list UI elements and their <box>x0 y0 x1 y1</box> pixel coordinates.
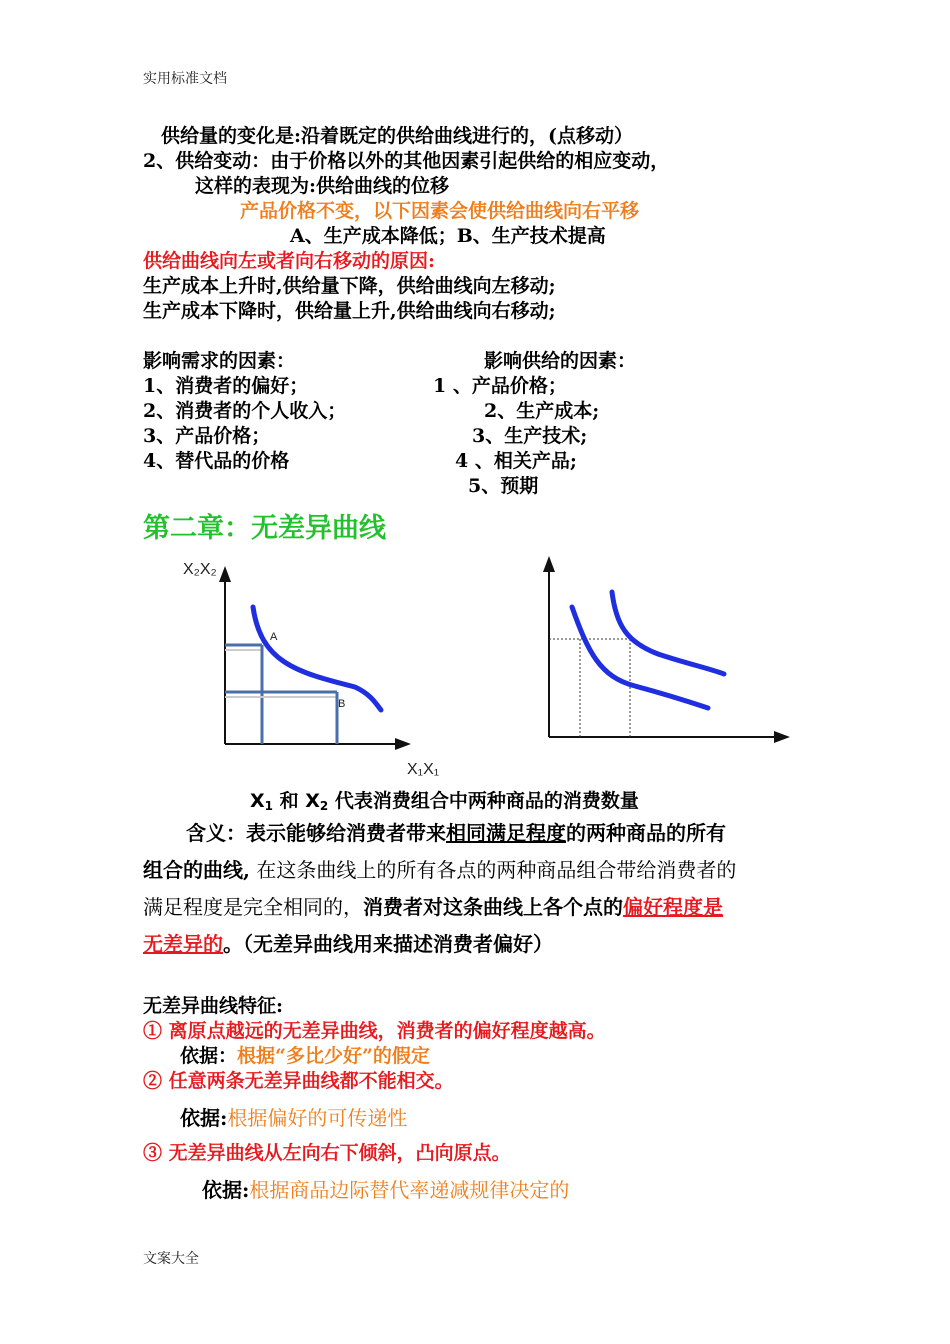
definition-line-1: 含义：表示能够给消费者带来相同满足程度的两种商品的所有 <box>186 821 726 845</box>
supply-factor-item: 5、预期 <box>468 475 539 497</box>
indifference-curve <box>253 607 381 710</box>
x-axis-arrow <box>774 731 790 743</box>
y-axis-arrow <box>219 566 231 582</box>
demand-factor-item: 2、消费者的个人收入； <box>143 400 347 422</box>
feature-2: ② 任意两条无差异曲线都不能相交。 <box>143 1070 454 1092</box>
feature-2-basis: 依据:根据偏好的可传递性 <box>180 1106 408 1130</box>
point-b-label: B <box>338 698 346 710</box>
feature-3-basis: 依据:根据商品边际替代率递减规律决定的 <box>202 1178 570 1202</box>
supply-line-8: 生产成本下降时，供给量上升,供给曲线向右移动; <box>143 300 556 322</box>
feature-1: ① 离原点越远的无差异曲线，消费者的偏好程度越高。 <box>143 1020 606 1042</box>
demand-factor-item: 4、替代品的价格 <box>143 450 290 472</box>
y-axis-arrow <box>543 556 555 572</box>
feature-3: ③ 无差异曲线从左向右下倾斜，凸向原点。 <box>143 1142 511 1164</box>
demand-factors-title: 影响需求的因素： <box>143 350 296 372</box>
chapter-title: 第二章：无差异曲线 <box>143 513 386 544</box>
definition-line-4: 无差异的。（无差异曲线用来描述消费者偏好） <box>143 932 553 956</box>
supply-line-4: 产品价格不变，以下因素会使供给曲线向右平移 <box>240 200 640 222</box>
definition-line-2: 组合的曲线, 在这条曲线上的所有各点的两种商品组合带给消费者的 <box>143 858 737 882</box>
definition-line-3: 满足程度是完全相同的，消费者对这条曲线上各个点的偏好程度是 <box>143 895 723 919</box>
y-axis-label: X₂X₂ <box>183 561 217 578</box>
x-axis-label: X₁X₁ <box>407 761 440 778</box>
demand-factor-item: 3、产品价格； <box>143 425 271 447</box>
page-footer: 文案大全 <box>143 1251 199 1267</box>
supply-line-3: 这样的表现为:供给曲线的位移 <box>195 175 450 197</box>
supply-line-2: 2、供给变动：由于价格以外的其他因素引起供给的相应变动， <box>143 150 670 172</box>
features-title: 无差异曲线特征: <box>143 995 284 1017</box>
figure-caption: $X_1$ 和 $X_2$ 代表消费组合中两种商品的消费数量 <box>250 790 639 813</box>
x-axis-arrow <box>395 738 411 750</box>
feature-1-basis: 依据：根据“多比少好”的假定 <box>180 1045 430 1067</box>
indifference-curve-diagram-left <box>175 552 440 782</box>
supply-factor-item: 1 、产品价格； <box>433 375 567 397</box>
indifference-curve-diagram-right <box>540 552 800 752</box>
supply-factor-item: 4 、相关产品; <box>455 450 577 472</box>
point-a-label: A <box>270 631 278 643</box>
supply-factor-item: 2、生产成本; <box>484 400 600 422</box>
page-header: 实用标准文档 <box>143 71 227 87</box>
supply-line-7: 生产成本上升时,供给量下降，供给曲线向左移动; <box>143 275 556 297</box>
supply-line-5: A、生产成本降低；B、生产技术提高 <box>290 225 606 247</box>
supply-line-1: 供给量的变化是:沿着既定的供给曲线进行的，(点移动） <box>161 125 634 147</box>
supply-line-6: 供给曲线向左或者向右移动的原因: <box>143 250 436 272</box>
demand-factor-item: 1、消费者的偏好； <box>143 375 309 397</box>
supply-factors-title: 影响供给的因素： <box>484 350 637 372</box>
indifference-curve-lower <box>572 607 708 708</box>
supply-factor-item: 3、生产技术; <box>472 425 588 447</box>
indifference-curve-higher <box>612 592 724 674</box>
